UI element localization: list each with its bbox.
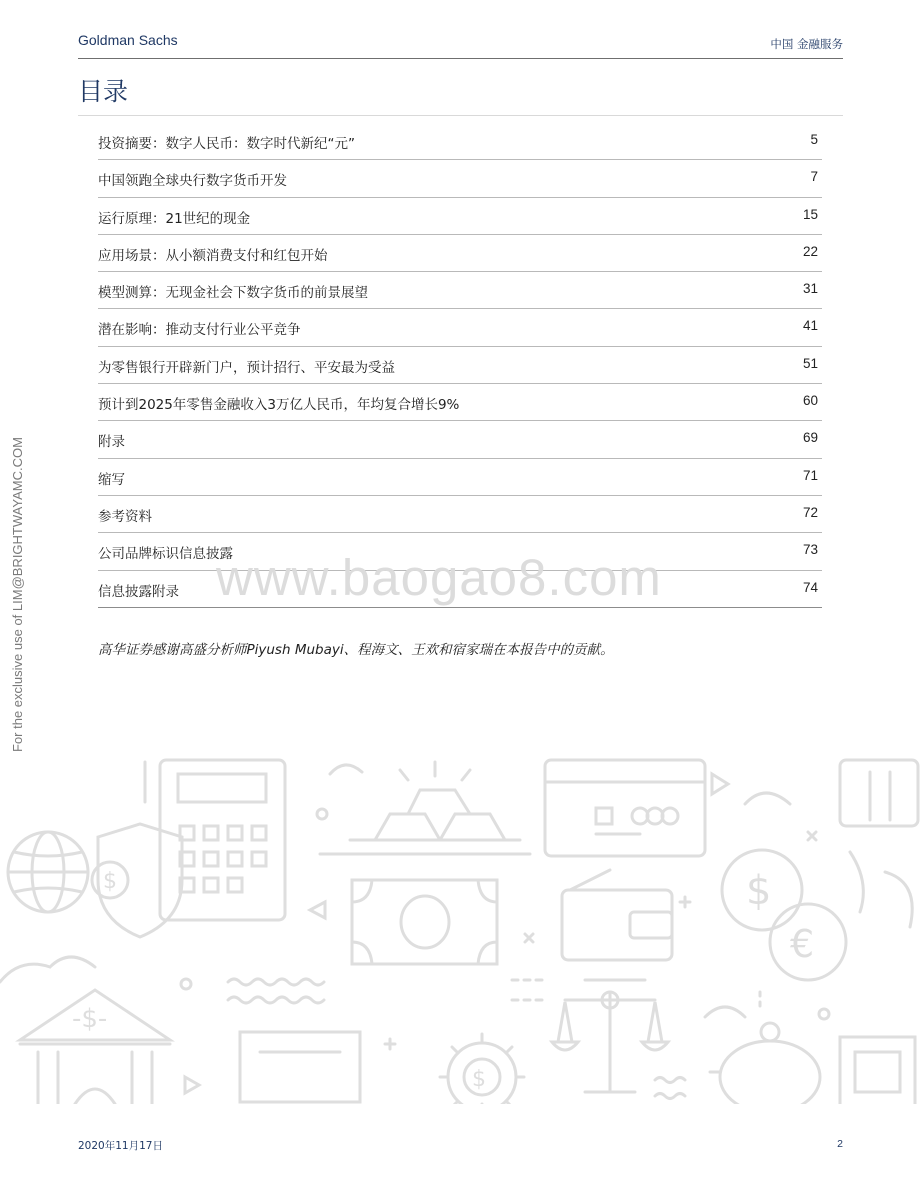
wallet-icon	[562, 870, 672, 960]
toc-entry-page: 15	[802, 206, 818, 222]
euro-coin-icon	[770, 904, 846, 980]
svg-text:$: $	[472, 1067, 486, 1092]
brand-name: Goldman Sachs	[78, 32, 178, 48]
toc-entry-title: 投资摘要：数字人民币：数字时代新纪“元”	[98, 136, 355, 152]
table-of-contents	[98, 123, 822, 608]
toc-entry-title: 信息披露附录	[98, 583, 179, 600]
toc-entry-page: 71	[802, 467, 818, 483]
toc-entry-title: 参考资料	[98, 508, 152, 525]
toc-entry-title: 模型测算：无现金社会下数字货币的前景展望	[98, 285, 368, 302]
toc-entry[interactable]	[98, 496, 822, 533]
svg-text:-$-: -$-	[72, 1004, 108, 1034]
gold-bars-icon	[350, 762, 520, 840]
toc-entry[interactable]	[98, 160, 822, 197]
svg-text:$: $	[746, 868, 772, 914]
section-label: 中国 金融服务	[770, 37, 843, 51]
toc-entry-page: 51	[802, 355, 818, 371]
gear-dollar-icon	[440, 1034, 524, 1104]
balance-scale-icon	[552, 992, 668, 1092]
toc-entry[interactable]	[98, 235, 822, 272]
toc-entry[interactable]	[98, 571, 822, 608]
toc-entry[interactable]	[98, 421, 822, 458]
watermark: www.baogao8.com	[216, 549, 662, 606]
toc-entry[interactable]	[98, 272, 822, 309]
finance-illustration	[0, 752, 920, 1104]
exclusive-use-notice: For the exclusive use of LIM@BRIGHTWAYAMC.COM	[10, 437, 25, 752]
toc-entry-title: 为零售银行开辟新门户，预计招行、平安最为受益	[98, 359, 395, 376]
piggy-bank-icon	[710, 1023, 820, 1104]
toc-entry[interactable]	[98, 309, 822, 346]
toc-entry-page: 74	[802, 579, 818, 595]
toc-entry-title: 附录	[98, 434, 125, 451]
toc-entry-title: 预计到2025年零售金融收入3万亿人民币，年均复合增长9%	[98, 397, 460, 414]
toc-entry[interactable]	[98, 384, 822, 421]
toc-entry-page: 22	[802, 243, 818, 259]
toc-entry[interactable]	[98, 533, 822, 570]
toc-entry[interactable]	[98, 198, 822, 235]
page-number: 2	[837, 1138, 843, 1150]
globe-icon	[8, 832, 88, 912]
toc-entry-page: 72	[802, 504, 818, 520]
toc-entry-title: 缩写	[98, 471, 125, 488]
toc-entry-page: 41	[802, 318, 818, 334]
bank-building-icon	[20, 990, 170, 1104]
credit-card-icon	[545, 760, 705, 856]
acknowledgement-note: 高华证券感谢高盛分析师Piyush Mubayi、程海文、王欢和宿家瑞在本报告中的贡献。	[98, 642, 614, 658]
page-header	[78, 30, 843, 59]
svg-text:$: $	[103, 869, 117, 894]
banknote-icon	[352, 880, 497, 964]
report-date: 2020年11月17日	[78, 1140, 163, 1152]
toc-entry[interactable]	[98, 459, 822, 496]
toc-entry-page: 73	[802, 542, 818, 558]
toc-entry-page: 69	[802, 430, 818, 446]
toc-entry-page: 5	[810, 132, 818, 147]
dollar-coin-icon	[722, 850, 802, 930]
toc-entry-page: 31	[802, 281, 818, 297]
toc-entry-title: 运行原理：21世纪的现金	[98, 210, 251, 227]
safe-icon	[840, 1037, 915, 1104]
toc-entry-page: 60	[802, 393, 818, 409]
toc-entry-title: 公司品牌标识信息披露	[98, 546, 233, 563]
toc-entry-page: 7	[810, 169, 818, 185]
toc-entry-title: 潜在影响：推动支付行业公平竞争	[98, 322, 301, 339]
page-title: 目录	[78, 77, 129, 106]
toc-entry-title: 应用场景：从小额消费支付和红包开始	[98, 247, 328, 264]
toc-entry[interactable]	[98, 347, 822, 384]
toc-entry-title: 中国领跑全球央行数字货币开发	[98, 173, 287, 190]
svg-text:€: €	[790, 922, 815, 966]
toc-entry[interactable]	[98, 123, 822, 160]
title-divider	[78, 115, 843, 116]
